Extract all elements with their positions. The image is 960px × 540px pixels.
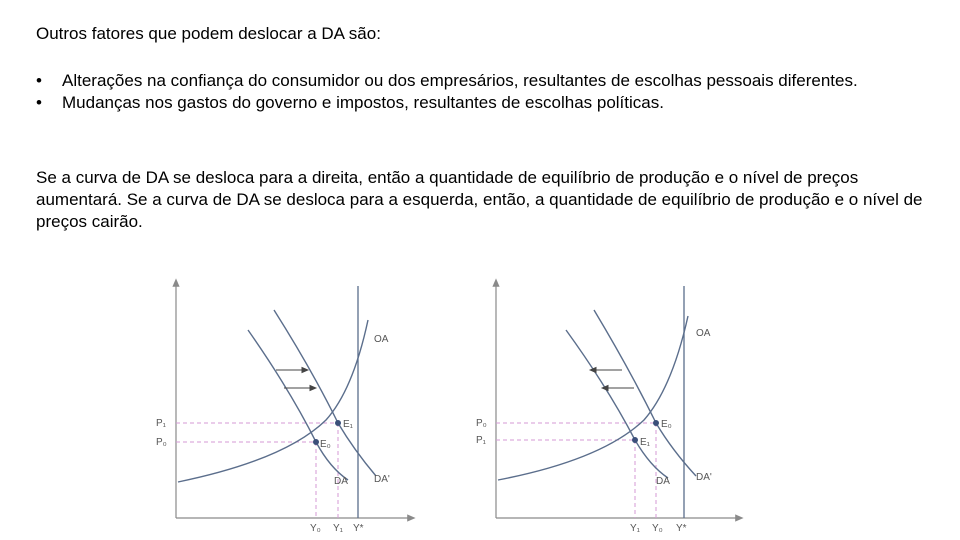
supply-curve-oa xyxy=(498,316,688,480)
label-da: DA xyxy=(656,476,670,487)
label-y-potential: Y* xyxy=(353,523,364,534)
bullet-marker: • xyxy=(36,93,42,112)
label-price-low: P₀ xyxy=(156,437,167,448)
label-eq-lower: E₀ xyxy=(320,439,331,450)
bullet-marker: • xyxy=(36,71,42,90)
bullet-text: Mudanças nos gastos do governo e impostos, resultantes de escolhas políticas. xyxy=(62,93,664,112)
label-oa: OA xyxy=(696,328,711,339)
label-oa: OA xyxy=(374,334,389,345)
demand-curve-da-shifted xyxy=(594,310,696,476)
bullet-item xyxy=(36,92,926,114)
bullet-list xyxy=(36,70,926,114)
equilibrium-point-lower xyxy=(632,437,638,443)
label-y-left: Y₁ xyxy=(630,523,641,534)
intro-text: Outros fatores que podem deslocar a DA são: xyxy=(36,24,381,43)
label-price-high: P₀ xyxy=(476,418,487,429)
label-y-right: Y₁ xyxy=(333,523,344,534)
label-y-potential: Y* xyxy=(676,523,687,534)
demand-curve-da xyxy=(566,330,668,478)
equilibrium-point-lower xyxy=(313,439,319,445)
label-da-shifted: DA' xyxy=(696,472,712,483)
equilibrium-point-upper xyxy=(335,420,341,426)
diagram-demand-shift-right xyxy=(150,270,420,535)
diagram-demand-shift-left xyxy=(470,270,750,535)
label-eq-lower: E₁ xyxy=(640,437,651,448)
equilibrium-point-upper xyxy=(653,420,659,426)
supply-curve-oa xyxy=(178,320,368,482)
bullet-item xyxy=(36,70,926,92)
label-da: DA xyxy=(334,476,348,487)
label-price-low: P₁ xyxy=(476,435,487,446)
label-y-right: Y₀ xyxy=(652,523,663,534)
label-price-high: P₁ xyxy=(156,418,167,429)
label-eq-upper: E₁ xyxy=(343,419,354,430)
label-y-left: Y₀ xyxy=(310,523,321,534)
label-eq-upper: E₀ xyxy=(661,419,672,430)
bullet-text: Alterações na confiança do consumidor ou dos empresários, resultantes de escolhas pessoais diferentes. xyxy=(62,71,858,90)
label-da-shifted: DA' xyxy=(374,474,390,485)
explanation-paragraph: Se a curva de DA se desloca para a direita, então a quantidade de equilíbrio de produção e o nível de preços aumentará. Se a curva de DA se desloca para a esquerda, então, a quantidade de equilíbrio de produção e o nível de preços cairão. xyxy=(36,168,923,231)
